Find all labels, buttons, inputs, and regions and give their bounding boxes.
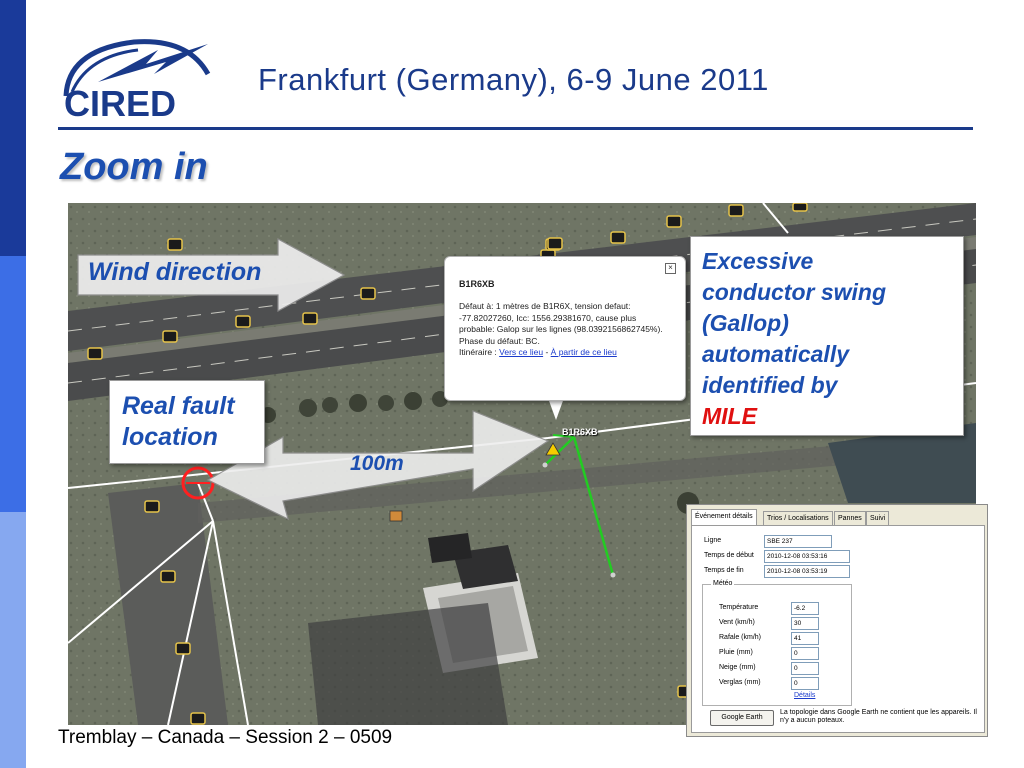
swing-line: Excessive xyxy=(702,248,814,274)
ligne-field[interactable]: SBE 237 xyxy=(764,535,832,548)
header-title: Frankfurt (Germany), 6-9 June 2011 xyxy=(258,62,769,97)
gust-label: Rafale (km/h) xyxy=(719,634,762,641)
map-info-popup xyxy=(444,256,686,401)
wind-field[interactable]: 30 xyxy=(791,617,819,630)
ice-label: Verglas (mm) xyxy=(719,679,761,686)
swing-line: (Gallop) xyxy=(702,310,789,336)
snow-label: Neige (mm) xyxy=(719,664,756,671)
google-earth-note: La topologie dans Google Earth ne contient que les appareils. Il n'y a aucun poteaux. xyxy=(780,709,977,724)
cired-logo xyxy=(58,34,218,122)
cired-logo-graphic xyxy=(58,34,218,122)
rain-label: Pluie (mm) xyxy=(719,649,753,656)
conductor-swing-text xyxy=(702,246,886,432)
popup-title: B1R6XB xyxy=(459,279,495,289)
temperature-field[interactable]: -6.2 xyxy=(791,602,819,615)
snow-field[interactable]: 0 xyxy=(791,662,819,675)
start-time-field[interactable]: 2010-12-08 03:53:16 xyxy=(764,550,850,563)
popup-pointer xyxy=(548,398,564,420)
meteo-group xyxy=(702,580,852,706)
tab-event-details[interactable]: Événement détails xyxy=(691,509,757,526)
side-bar-segment xyxy=(0,512,26,768)
popup-link-separator: - xyxy=(543,347,551,357)
side-bar-segment xyxy=(0,256,26,512)
wind-label: Vent (km/h) xyxy=(719,619,755,626)
header-divider xyxy=(58,127,973,130)
rain-field[interactable]: 0 xyxy=(791,647,819,660)
link-from-location[interactable]: À partir de ce lieu xyxy=(550,347,617,357)
ice-field[interactable]: 0 xyxy=(791,677,819,690)
meteo-title: Météo xyxy=(713,580,733,587)
side-accent-bar xyxy=(0,0,26,768)
end-time-label: Temps de fin xyxy=(704,567,744,574)
side-bar-segment xyxy=(0,0,26,256)
real-fault-line2: location xyxy=(122,423,218,451)
mile-highlight: MILE xyxy=(702,403,757,429)
real-fault-callout xyxy=(109,380,265,464)
tab-trios-localisations[interactable]: Trios / Localisations xyxy=(763,511,833,525)
distance-label: 100m xyxy=(350,452,404,475)
real-fault-text xyxy=(122,391,235,453)
gust-field[interactable]: 41 xyxy=(791,632,819,645)
slide-title: Zoom in xyxy=(60,146,208,188)
swing-line: automatically xyxy=(702,341,849,367)
footer-session-info: Tremblay – Canada – Session 2 – 0509 xyxy=(58,727,393,748)
details-link[interactable]: Détails xyxy=(794,692,816,699)
event-details-panel xyxy=(686,504,988,737)
wind-direction-label: Wind direction xyxy=(88,258,262,286)
popup-body xyxy=(459,301,671,359)
start-time-label: Temps de début xyxy=(704,552,754,559)
conductor-swing-callout xyxy=(690,236,964,436)
popup-description: Défaut à: 1 mètres de B1R6X, tension defaut: -77.82027260, Icc: 1556.29381670, cause plus probable: Galop sur les lignes (98.0392156862745%). Phase du défaut: BC. xyxy=(459,301,663,346)
map-marker-label[interactable]: B1R6XB xyxy=(562,427,598,437)
event-details-body xyxy=(691,525,985,733)
popup-itinerary-label: Itinéraire : xyxy=(459,347,500,357)
tab-pannes[interactable]: Pannes xyxy=(834,511,866,525)
swing-line: identified by xyxy=(702,372,838,398)
ligne-label: Ligne xyxy=(704,537,722,544)
tab-suivi[interactable]: Suivi xyxy=(866,511,889,525)
logo-text: CIRED xyxy=(64,83,177,122)
swing-line: conductor swing xyxy=(702,279,886,305)
temperature-label: Température xyxy=(719,604,759,611)
google-earth-button[interactable]: Google Earth xyxy=(710,710,774,726)
close-icon[interactable]: × xyxy=(665,263,676,274)
link-to-location[interactable]: Vers ce lieu xyxy=(499,347,544,357)
real-fault-line1: Real fault xyxy=(122,392,235,420)
end-time-field[interactable]: 2010-12-08 03:53:19 xyxy=(764,565,850,578)
